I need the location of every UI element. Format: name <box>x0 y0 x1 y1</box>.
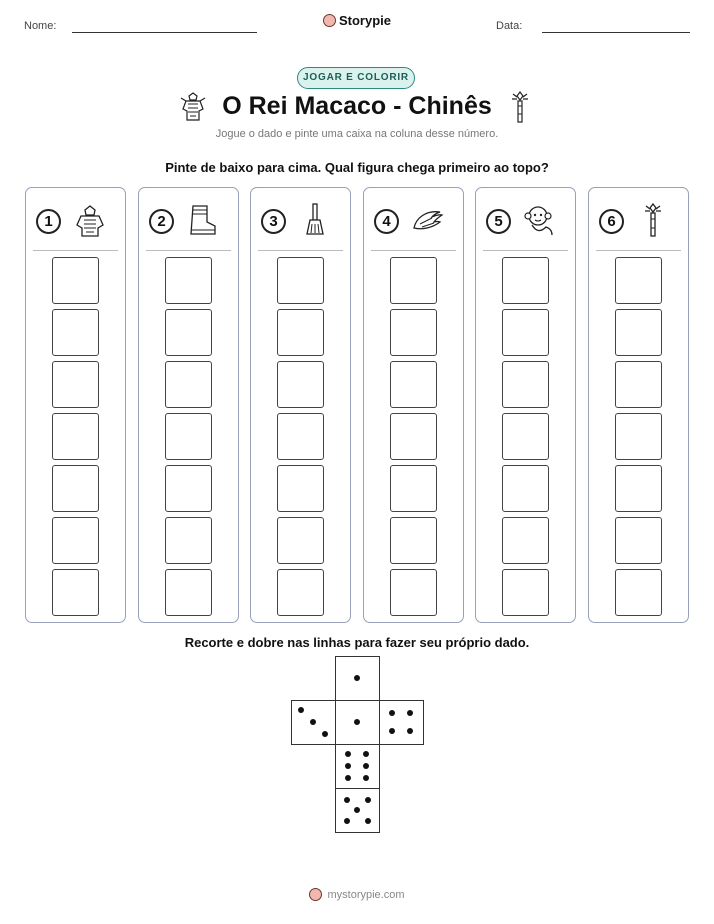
color-box[interactable] <box>390 569 437 616</box>
color-box[interactable] <box>615 309 662 356</box>
die-pip <box>354 675 360 681</box>
color-box[interactable] <box>390 361 437 408</box>
die-pip <box>365 818 371 824</box>
column-number: 1 <box>36 209 61 234</box>
color-box[interactable] <box>502 257 549 304</box>
color-box[interactable] <box>277 309 324 356</box>
color-box[interactable] <box>52 413 99 460</box>
die-pip <box>298 707 304 713</box>
color-box[interactable] <box>502 465 549 512</box>
die-face-4 <box>379 700 424 745</box>
column-divider <box>33 250 118 251</box>
column-4 <box>363 187 464 623</box>
column-divider <box>258 250 343 251</box>
column-number: 6 <box>599 209 624 234</box>
color-box[interactable] <box>615 361 662 408</box>
color-box[interactable] <box>615 517 662 564</box>
color-box[interactable] <box>277 569 324 616</box>
page-subtitle: Jogue o dado e pinte uma caixa na coluna desse número. <box>215 128 499 140</box>
die-pip <box>345 763 351 769</box>
color-box[interactable] <box>277 413 324 460</box>
color-box[interactable] <box>615 257 662 304</box>
date-line <box>542 32 690 33</box>
color-box[interactable] <box>502 361 549 408</box>
die-pip <box>344 818 350 824</box>
color-box[interactable] <box>52 517 99 564</box>
color-box[interactable] <box>277 257 324 304</box>
die-pip <box>363 751 369 757</box>
die-face-5 <box>335 788 380 833</box>
die-pip <box>344 797 350 803</box>
die-pip <box>389 710 395 716</box>
column-divider <box>371 250 456 251</box>
die-face-3 <box>291 700 336 745</box>
pig-icon <box>323 14 336 27</box>
color-box[interactable] <box>615 465 662 512</box>
staff-icon <box>508 90 532 124</box>
color-box[interactable] <box>165 569 212 616</box>
activity-badge: JOGAR E COLORIR <box>297 67 415 89</box>
page-title: O Rei Macaco - Chinês <box>222 92 492 120</box>
die-pip <box>389 728 395 734</box>
die-pip <box>354 719 360 725</box>
color-box[interactable] <box>165 257 212 304</box>
color-box[interactable] <box>165 465 212 512</box>
color-box[interactable] <box>502 413 549 460</box>
die-pip <box>354 807 360 813</box>
color-box[interactable] <box>390 413 437 460</box>
date-label: Data: <box>496 20 523 32</box>
color-box[interactable] <box>165 361 212 408</box>
color-box[interactable] <box>390 517 437 564</box>
die-pip <box>310 719 316 725</box>
column-5 <box>475 187 576 623</box>
column-number: 5 <box>486 209 511 234</box>
die-pip <box>363 763 369 769</box>
die-pip <box>365 797 371 803</box>
color-box[interactable] <box>52 257 99 304</box>
footer-url: mystorypie.com <box>327 888 405 901</box>
color-box[interactable] <box>502 517 549 564</box>
color-box[interactable] <box>615 569 662 616</box>
color-box[interactable] <box>390 465 437 512</box>
pig-icon <box>309 888 322 901</box>
die-pip <box>322 731 328 737</box>
die-pip <box>407 710 413 716</box>
color-box[interactable] <box>277 517 324 564</box>
column-divider <box>146 250 231 251</box>
boot-icon <box>185 202 221 238</box>
die-face-1 <box>335 656 380 701</box>
color-box[interactable] <box>277 465 324 512</box>
color-box[interactable] <box>165 413 212 460</box>
cloud-icon <box>410 202 446 238</box>
column-divider <box>596 250 681 251</box>
brand-logo <box>0 13 714 30</box>
die-face-6 <box>335 744 380 789</box>
staff-icon <box>635 202 671 238</box>
die-face-1 <box>335 700 380 745</box>
die-pip <box>407 728 413 734</box>
color-box[interactable] <box>615 413 662 460</box>
color-box[interactable] <box>502 569 549 616</box>
color-box[interactable] <box>52 309 99 356</box>
column-2 <box>138 187 239 623</box>
column-number: 2 <box>149 209 174 234</box>
footer <box>0 888 714 904</box>
color-box[interactable] <box>52 361 99 408</box>
color-box[interactable] <box>277 361 324 408</box>
die-pip <box>363 775 369 781</box>
column-6 <box>588 187 689 623</box>
color-box[interactable] <box>165 309 212 356</box>
monkey-icon <box>522 202 558 238</box>
name-label: Nome: <box>24 20 57 32</box>
column-number: 3 <box>261 209 286 234</box>
color-box[interactable] <box>390 257 437 304</box>
name-line <box>72 32 257 33</box>
armored-figure-icon <box>72 202 108 238</box>
color-box[interactable] <box>390 309 437 356</box>
instruction-text: Pinte de baixo para cima. Qual figura chega primeiro ao topo? <box>165 160 549 175</box>
column-divider <box>483 250 568 251</box>
color-box[interactable] <box>502 309 549 356</box>
column-3 <box>250 187 351 623</box>
column-number: 4 <box>374 209 399 234</box>
color-box[interactable] <box>52 465 99 512</box>
die-instruction: Recorte e dobre nas linhas para fazer seu próprio dado. <box>184 635 530 650</box>
color-box[interactable] <box>52 569 99 616</box>
die-pip <box>345 775 351 781</box>
brush-icon <box>297 202 333 238</box>
color-box[interactable] <box>165 517 212 564</box>
die-pip <box>345 751 351 757</box>
brand-name: Storypie <box>338 13 391 28</box>
column-1 <box>25 187 126 623</box>
